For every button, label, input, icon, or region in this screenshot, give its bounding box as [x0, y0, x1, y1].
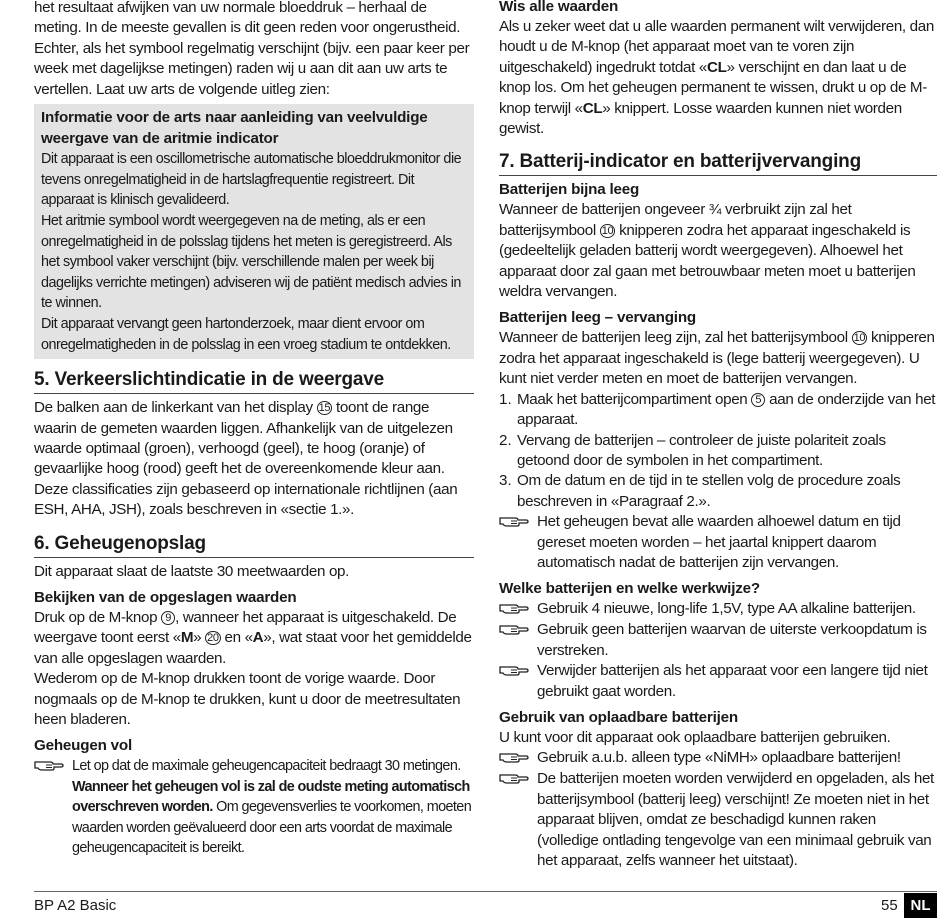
section-5-paragraph: De balken aan de linkerkant van het display 15 toont de range waarin de gemeten waarden liggen. Afhankelijk van de uitgelezen waarde optimaal (groen), verhoogd (geel), te hoog (oranje) of gevaarlijke hoog (rood) geeft het de overeenkomende kleur aan. Deze classificaties zijn gebaseerd op internationale richtlijnen (aan ESH, AHA, JSH), zoals beschreven in «sectie 1.».	[34, 399, 458, 519]
ref-marker: 10	[601, 224, 614, 237]
doctor-info-title: Informatie voor de arts naar aanleiding van veelvuldige weergave van de aritmie indicator	[41, 109, 428, 147]
rechargeable-note-2: De batterijen moeten worden verwijderd en opgeladen, als het batterijsymbool (batterij leeg) verschijnt! Ze moeten niet in het apparaat blijven, omdat ze beschadigd kunnen raken (volledige ontlading tengevolge van een minimaal gebruik van het apparaat, zelfs wanneer het uitstaat).	[499, 769, 937, 871]
which-batteries-title: Welke batterijen en welke werkwijze?	[499, 580, 760, 598]
batteries-low-paragraph: Wanneer de batterijen ongeveer ¾ verbruikt zijn zal het batterijsymbool 10 knipperen zodra het apparaat ingeschakeld is (gedeeltelijk geladen batterij wordt weergegeven). Alhoewel het apparaat door zal gaan met betrouwbaar meten moet u batterijen weldra vervangen.	[499, 201, 916, 301]
doctor-info-p2: Het aritmie symbool wordt weergegeven na de meting, als er een onregelmatigheid in de polsslag tijdens het meten is geregistreerd. Als het symbool vaker verschijnt (bijv. verschillende malen per week bij dagelijks verrichte metingen) adviseren wij de patiënt medisch advies in te winnen.	[41, 213, 461, 312]
ref-marker: 20	[207, 632, 219, 645]
left-column	[34, 0, 474, 858]
intro-paragraph: het resultaat afwijken van uw normale bloeddruk – herhaal de meting. In de meeste gevallen is dit geen reden voor ongerustheid. Echter, als het symbool regelmatig verschijnt (bijv. een paar keer per week met dagelijkse metingen) raden wij u aan dit aan uw arts te vertellen. Laat uw arts de volgende uitleg zien:	[34, 0, 470, 98]
footer-divider	[34, 891, 937, 892]
list-item: 3. Om de datum en de tijd in te stellen volg de procedure zoals beschreven in «Paragraaf 2.».	[499, 472, 901, 510]
memory-full-note: Let op dat de maximale geheugencapaciteit bedraagt 30 metingen. Wanneer het geheugen vol is zal de oudste meting automatisch overschreven worden. Om gegevensverlies te voorkomen, moeten waarden worden geëvalueerd door een arts voordat de maximale geheugencapaciteit is bereikt.	[34, 756, 474, 858]
section-5-title: 5. Verkeerslichtindicatie in de weergave	[34, 369, 474, 394]
ref-marker: 5	[751, 393, 765, 407]
batteries-low-title: Batterijen bijna leeg	[499, 181, 640, 199]
rechargeable-paragraph: U kunt voor dit apparaat ook oplaadbare batterijen gebruiken.	[499, 728, 891, 746]
rechargeable-title: Gebruik van oplaadbare batterijen	[499, 708, 739, 726]
footer-product-name: BP A2 Basic	[34, 897, 117, 914]
rechargeable-note-1: Gebruik a.u.b. alleen type «NiMH» oplaadbare batterijen!	[499, 748, 937, 769]
pointing-hand-icon	[499, 513, 537, 533]
clear-values-paragraph: Als u zeker weet dat u alle waarden permanent wilt verwijderen, dan houdt u de M-knop (het apparaat moet van te voren zijn uitgeschakeld) ingedrukt totdat «CL» verschijnt en dan laat u de knop los. Om het geheugen permanent te wissen, drukt u op de M-knop terwijl «CL» knippert. Losse waarden kunnen niet worden gewist.	[499, 18, 934, 138]
view-values-title: Bekijken van de opgeslagen waarden	[34, 589, 297, 606]
doctor-info-p1: Dit apparaat is een oscillometrische automatische bloeddrukmonitor die tevens onregelmatigheid in de hartslagfrequentie registreert. Dit apparaat is klinisch gevalideerd.	[41, 151, 462, 209]
ref-marker: 9	[161, 611, 175, 625]
pointing-hand-icon	[34, 757, 72, 777]
section-6-title: 6. Geheugenopslag	[34, 533, 474, 558]
pointing-hand-icon	[499, 621, 537, 641]
doctor-info-p3: Dit apparaat vervangt geen hartonderzoek, maar dient ervoor om onregelmatigheden in de polsslag in een vroeg stadium te ontdekken.	[41, 315, 451, 353]
which-note-3: Verwijder batterijen als het apparaat voor een langere tijd niet gebruikt gaat worden.	[499, 661, 937, 702]
pointing-hand-icon	[499, 770, 537, 790]
section-7-title: 7. Batterij-indicator en batterijvervanging	[499, 151, 937, 176]
list-item: 1. Maak het batterijcompartiment open 5 aan de onderzijde van het apparaat.	[499, 390, 936, 429]
language-badge: NL	[904, 893, 937, 918]
section-6-paragraph: Dit apparaat slaat de laatste 30 meetwaarden op.	[34, 562, 350, 580]
batteries-empty-paragraph: Wanneer de batterijen leeg zijn, zal het batterijsymbool 10 knipperen zodra het apparaat ingeschakeld is (lege batterij weergegeven). U kunt niet verder meten en moet de batterijen vervangen.	[499, 329, 935, 388]
doctor-info-box	[34, 104, 474, 359]
pointing-hand-icon	[499, 662, 537, 682]
view-values-p2: Wederom op de M-knop drukken toont de vorige waarde. Door nogmaals op de M-knop te drukken, kunt u door de meetresultaten heen bladeren.	[34, 670, 461, 729]
pointing-hand-icon	[499, 749, 537, 769]
ref-marker: 15	[318, 402, 331, 415]
memory-full-title: Geheugen vol	[34, 737, 133, 755]
list-item: 2. Vervang de batterijen – controleer de juiste polariteit zoals getoond door de symbolen in het compartiment.	[499, 431, 886, 469]
batteries-empty-title: Batterijen leeg – vervanging	[499, 309, 696, 327]
memory-note: Het geheugen bevat alle waarden alhoewel datum en tijd gereset moeten worden – het jaartal knippert daarom automatisch nadat de batterijen zijn vervangen.	[499, 512, 937, 573]
view-values-p1: Druk op de M-knop 9 , wanneer het apparaat is uitgeschakeld. De weergave toont eerst «M» 20 en «A», wat staat voor het gemiddelde van alle opgeslagen waarden.	[34, 609, 472, 667]
clear-values-title: Wis alle waarden	[499, 0, 619, 15]
ref-marker: 10	[853, 332, 866, 345]
which-note-2: Gebruik geen batterijen waarvan de uiterste verkoopdatum is verstreken.	[499, 620, 937, 661]
which-note-1: Gebruik 4 nieuwe, long-life 1,5V, type AA alkaline batterijen.	[499, 599, 937, 620]
right-column	[499, 0, 937, 871]
page-number: 55	[881, 897, 898, 914]
pointing-hand-icon	[499, 600, 537, 620]
